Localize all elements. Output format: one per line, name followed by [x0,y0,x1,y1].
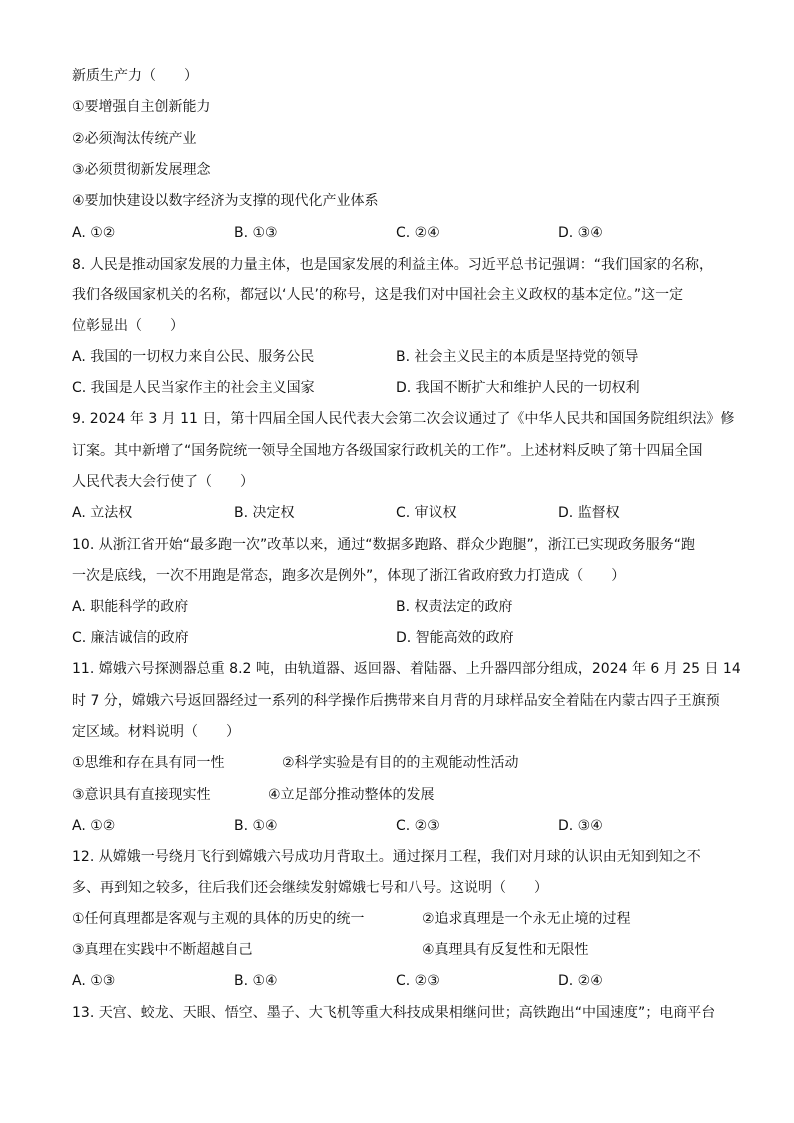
q12-item-3: ③真理在实践中不断超越自己 [72,942,253,958]
q11-item-4: ④立足部分推动整体的发展 [268,787,435,803]
q12-item-1: ①任何真理都是客观与主观的具体的历史的统一 [72,911,365,927]
q11-line-1: 11. 嫦娥六号探测器总重 8.2 吨，由轨道器、返回器、着陆器、上升器四部分组成，2024 年 6 月 25 日 14 [72,661,741,677]
q8-line-3: 位彰显出（ ） [72,318,184,334]
q11-item-3: ③意识具有直接现实性 [72,787,211,803]
q8-option-c[interactable]: C. 我国是人民当家作主的社会主义国家 [72,380,315,396]
q9-line-1: 9. 2024 年 3 月 11 日，第十四届全国人民代表大会第二次会议通过了《中华人民共和国国务院组织法》修 [72,411,735,427]
q7-option-b[interactable]: B. ①③ [234,225,278,241]
q10-line-1: 10. 从浙江省开始“最多跑一次”改革以来，通过“数据多跑路、群众少跑腿”，浙江已实现政务服务“跑 [72,537,695,553]
q7-stem-end: 新质生产力（ ） [72,68,198,84]
q7-option-d[interactable]: D. ③④ [558,225,603,241]
q8-option-a[interactable]: A. 我国的一切权力来自公民、服务公民 [72,349,315,365]
q11-line-3: 定区域。材料说明（ ） [72,724,240,740]
q11-item-2: ②科学实验是有目的的主观能动性活动 [282,755,519,771]
q9-option-b[interactable]: B. 决定权 [234,505,295,521]
q8-line-1: 8. 人民是推动国家发展的力量主体，也是国家发展的利益主体。习近平总书记强调：“我们国家的名称， [72,257,714,273]
q12-item-4: ④真理具有反复性和无限性 [422,942,589,958]
q13-line-1: 13. 天宫、蛟龙、天眼、悟空、墨子、大飞机等重大科技成果相继问世；高铁跑出“中国速度”；电商平台 [72,1005,716,1021]
q12-line-2: 多、再到知之较多，往后我们还会继续发射嫦娥七号和八号。这说明（ ） [72,880,548,896]
q11-option-d[interactable]: D. ③④ [558,818,603,834]
q7-option-c[interactable]: C. ②④ [396,225,440,241]
q7-option-a[interactable]: A. ①② [72,225,116,241]
q7-item-1: ①要增强自主创新能力 [72,99,211,115]
q10-option-d[interactable]: D. 智能高效的政府 [396,630,514,646]
q10-option-a[interactable]: A. 职能科学的政府 [72,599,189,615]
q12-item-2: ②追求真理是一个永无止境的过程 [422,911,631,927]
q9-option-d[interactable]: D. 监督权 [558,505,620,521]
q7-item-3: ③必须贯彻新发展理念 [72,162,211,178]
q7-item-4: ④要加快建设以数字经济为支撑的现代化产业体系 [72,193,379,209]
q11-item-1: ①思维和存在具有同一性 [72,755,225,771]
q9-option-a[interactable]: A. 立法权 [72,505,133,521]
q10-line-2: 一次是底线，一次不用跑是常态，跑多次是例外”，体现了浙江省政府致力打造成（ ） [72,568,626,584]
q10-option-b[interactable]: B. 权责法定的政府 [396,599,513,615]
q12-line-1: 12. 从嫦娥一号绕月飞行到嫦娥六号成功月背取土。通过探月工程，我们对月球的认识由无知到知之不 [72,849,701,865]
q7-item-2: ②必须淘汰传统产业 [72,131,197,147]
q9-line-3: 人民代表大会行使了（ ） [72,474,254,490]
q9-line-2: 订案。其中新增了“国务院统一领导全国地方各级国家行政机关的工作”。上述材料反映了第十四届全国 [72,443,703,459]
q11-option-a[interactable]: A. ①② [72,818,116,834]
q12-option-a[interactable]: A. ①③ [72,973,116,989]
q8-line-2: 我们各级国家机关的名称，都冠以‘人民’的称号，这是我们对中国社会主义政权的基本定位。”这一定 [72,287,684,303]
q11-option-c[interactable]: C. ②③ [396,818,440,834]
q12-option-c[interactable]: C. ②③ [396,973,440,989]
q8-option-d[interactable]: D. 我国不断扩大和维护人民的一切权利 [396,380,640,396]
q11-line-2: 时 7 分，嫦娥六号返回器经过一系列的科学操作后携带来自月背的月球样品安全着陆在内蒙古四子王旗预 [72,693,720,709]
q8-option-b[interactable]: B. 社会主义民主的本质是坚持党的领导 [396,349,639,365]
q12-option-b[interactable]: B. ①④ [234,973,278,989]
q12-option-d[interactable]: D. ②④ [558,973,603,989]
q9-option-c[interactable]: C. 审议权 [396,505,457,521]
q11-option-b[interactable]: B. ①④ [234,818,278,834]
q10-option-c[interactable]: C. 廉洁诚信的政府 [72,630,189,646]
